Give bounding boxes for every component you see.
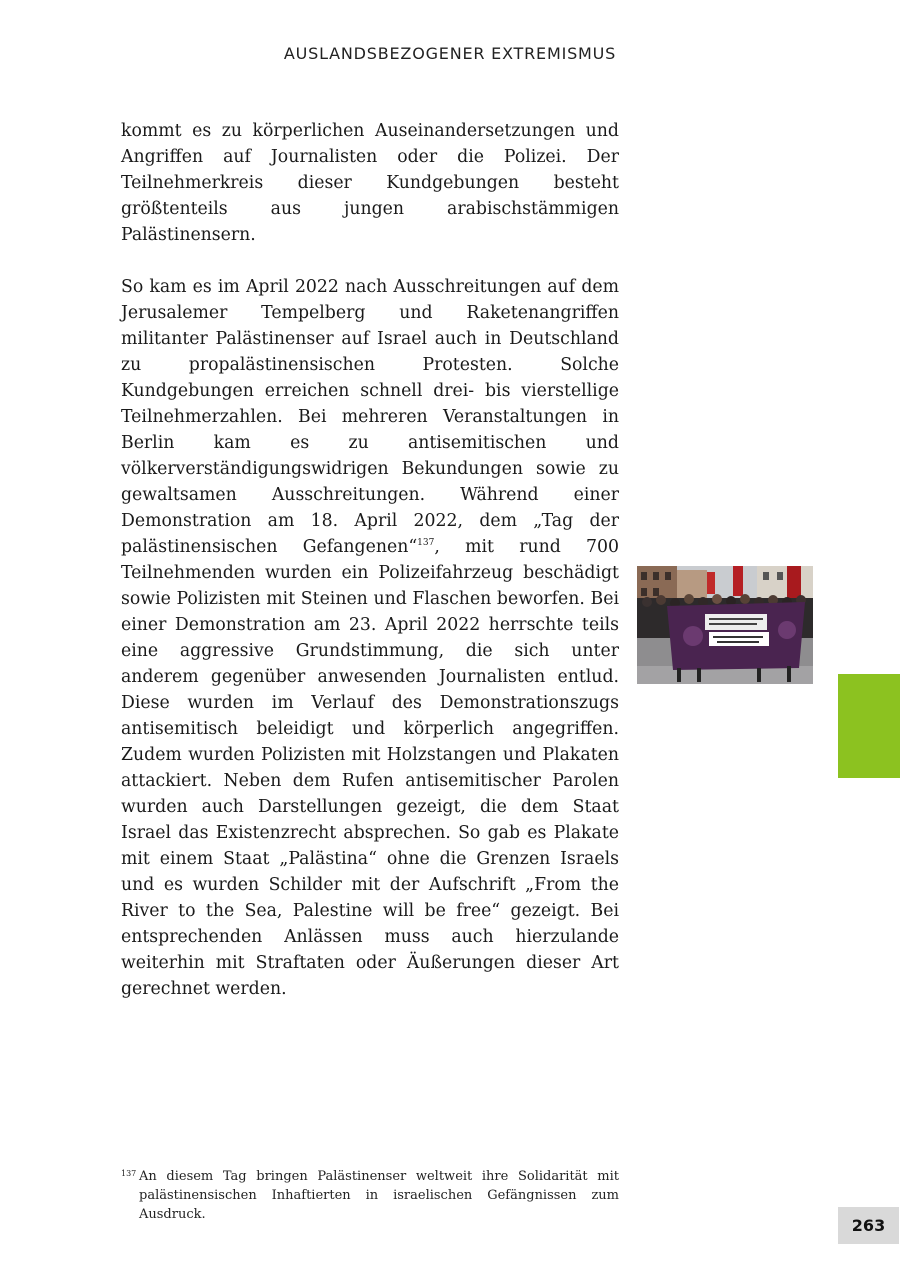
page-number: 263 <box>838 1207 899 1244</box>
paragraph-2 <box>121 274 619 1002</box>
paragraph-1: kommt es zu körperlichen Auseinandersetzungen und Angriffen auf Journalisten oder die Polizei. Der Teilnehmerkreis dieser Kundgebungen besteht größtenteils aus jungen arabischstämmigen Palästinensern. <box>121 121 619 245</box>
demonstration-photo <box>637 566 813 684</box>
running-header: AUSLANDSBEZOGENER EXTREMISMUS <box>283 44 617 63</box>
footnote <box>121 1167 619 1224</box>
paragraph-2-text-start: So kam es im April 2022 nach Ausschreitungen auf dem Jerusalemer Tempelberg und Raketenangriffen militanter Palästinenser auf Israel auch in Deutschland zu propalästinensischen Protesten. Solche Kundgebungen erreichen schnell drei- bis vierstellige Teilnehmerzahlen. Bei mehreren Veranstaltungen in Berlin kam es zu antisemitischen und völkerverständigungswidrigen Bekundungen sowie zu gewaltsamen Ausschreitungen. Während einer Demonstration am 18. April 2022, dem „Tag der palästinensischen Gefangenen“ <box>121 277 619 557</box>
footnote-text: An diesem Tag bringen Palästinenser weltweit ihre Solidarität mit palästinensischen Inhaftierten in israelischen Gefängnissen zum Ausdruck. <box>139 1169 619 1222</box>
footnote-reference[interactable]: 137 <box>417 538 435 549</box>
footnote-number: 137 <box>121 1169 137 1178</box>
chapter-tab-marker <box>838 674 900 778</box>
paragraph-2-text-end: , mit rund 700 Teilnehmenden wurden ein Polizeifahrzeug beschädigt sowie Polizisten mit Steinen und Flaschen beworfen. Bei einer Demonstration am 23. April 2022 herrschte teils eine aggressive Grundstimmung, die sich unter anderem gegenüber anwesenden Journalisten entlud. Diese wurden im Verlauf des Demonstrationszugs antisemitisch beleidigt und körperlich angegriffen. Zudem wurden Polizisten mit Holzstangen und Plakaten attackiert. Neben dem Rufen antisemitischer Parolen wurden auch Darstellungen gezeigt, die dem Staat Israel das Existenzrecht absprechen. So gab es Plakate mit einem Staat „Palästina“ ohne die Grenzen Israels und es wurden Schilder mit der Aufschrift „From the River to the Sea, Palestine will be free“ gezeigt. Bei entsprechenden Anlässen muss auch hierzulande weiterhin mit Straftaten oder Äußerungen dieser Art gerechnet werden. <box>121 537 619 999</box>
body-text <box>121 118 619 1028</box>
